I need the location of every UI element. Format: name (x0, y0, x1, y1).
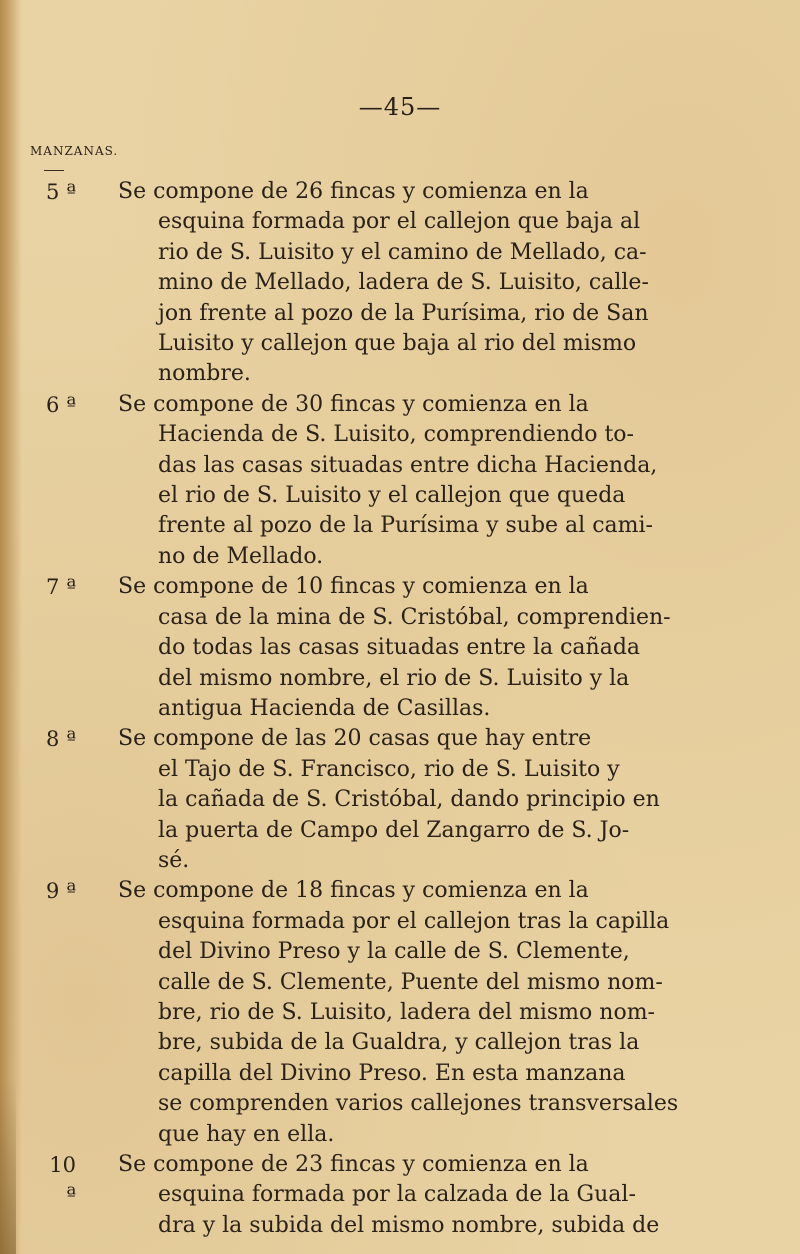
entry-line: esquina formada por el callejon que baja al (158, 209, 641, 235)
entry-list (40, 177, 780, 1241)
manzana-entry (40, 724, 780, 876)
entry-line: Se compone de las 20 casas que hay entre (118, 726, 592, 752)
entry-line: Luisito y callejon que baja al rio del mismo (158, 331, 637, 357)
entry-number: 6 ª (45, 392, 76, 417)
entry-line: el rio de S. Luisito y el callejon que queda (158, 483, 626, 509)
entry-line: que hay en ella. (158, 1121, 335, 1147)
entry-number: 8 ª (45, 727, 76, 752)
entry-line: rio de S. Luisito y el camino de Mellado, ca- (158, 239, 647, 265)
manzana-entry (40, 876, 780, 1150)
entry-line: del mismo nombre, el rio de S. Luisito y la (158, 665, 630, 691)
entry-line: casa de la mina de S. Cristóbal, comprendien- (158, 604, 671, 630)
entry-number: 9 ª (45, 879, 76, 904)
entry-line: Se compone de 30 fincas y comienza en la (118, 391, 589, 417)
section-rule (44, 170, 64, 171)
manzana-entry (40, 177, 780, 390)
entry-line: se comprenden varios callejones transversales (158, 1091, 679, 1117)
entry-line: jon frente al pozo de la Purísima, rio de San (158, 300, 649, 326)
entry-line: bre, rio de S. Luisito, ladera del mismo nom- (158, 999, 655, 1025)
entry-line: Se compone de 10 fincas y comienza en la (118, 574, 589, 600)
entry-line: Se compone de 23 fincas y comienza en la (118, 1152, 589, 1177)
manzana-entry (40, 1150, 780, 1241)
entry-line: capilla del Divino Preso. En esta manzana (158, 1060, 626, 1086)
entry-line: la cañada de S. Cristóbal, dando principio en (158, 787, 660, 813)
page-binding-shadow (0, 1080, 16, 1254)
entry-number: 5 ª (45, 180, 76, 204)
entry-line: bre, subida de la Gualdra, y callejon tras la (158, 1030, 640, 1056)
entry-number: 7 ª (45, 575, 76, 600)
entry-number: 10 ª (49, 1153, 76, 1208)
entry-line: das las casas situadas entre dicha Hacienda, (158, 452, 658, 478)
entry-line: la puerta de Campo del Zangarro de S. Jo- (158, 817, 630, 843)
manzana-entry (40, 572, 780, 724)
entry-line: mino de Mellado, ladera de S. Luisito, calle- (158, 270, 649, 296)
page-binding-edge (0, 0, 22, 1254)
entry-line: sé. (158, 847, 190, 873)
page-number: —45— (358, 93, 442, 121)
entry-line: nombre. (158, 361, 251, 387)
entry-line: calle de S. Clemente, Puente del mismo nom- (158, 969, 663, 995)
entry-line: esquina formada por el callejon tras la capilla (158, 908, 670, 934)
entry-line: Se compone de 18 fincas y comienza en la (118, 878, 589, 904)
entry-line: do todas las casas situadas entre la cañada (158, 635, 641, 661)
section-label: MANZANAS. (30, 144, 119, 158)
entry-line: no de Mellado. (158, 543, 324, 569)
entry-line: frente al pozo de la Purísima y sube al cami- (158, 513, 653, 539)
entry-line: Hacienda de S. Luisito, comprendiendo to- (158, 422, 634, 448)
entry-line: esquina formada por la calzada de la Gual- (158, 1182, 636, 1208)
entry-line: Se compone de 26 fincas y comienza en la (118, 179, 589, 204)
entry-line: del Divino Preso y la calle de S. Clemente, (158, 939, 630, 965)
entry-line: antigua Hacienda de Casillas. (158, 695, 491, 721)
entry-line: dra y la subida del mismo nombre, subida de (158, 1212, 660, 1238)
entry-line: el Tajo de S. Francisco, rio de S. Luisito y (158, 756, 620, 782)
manzana-entry (40, 390, 780, 572)
